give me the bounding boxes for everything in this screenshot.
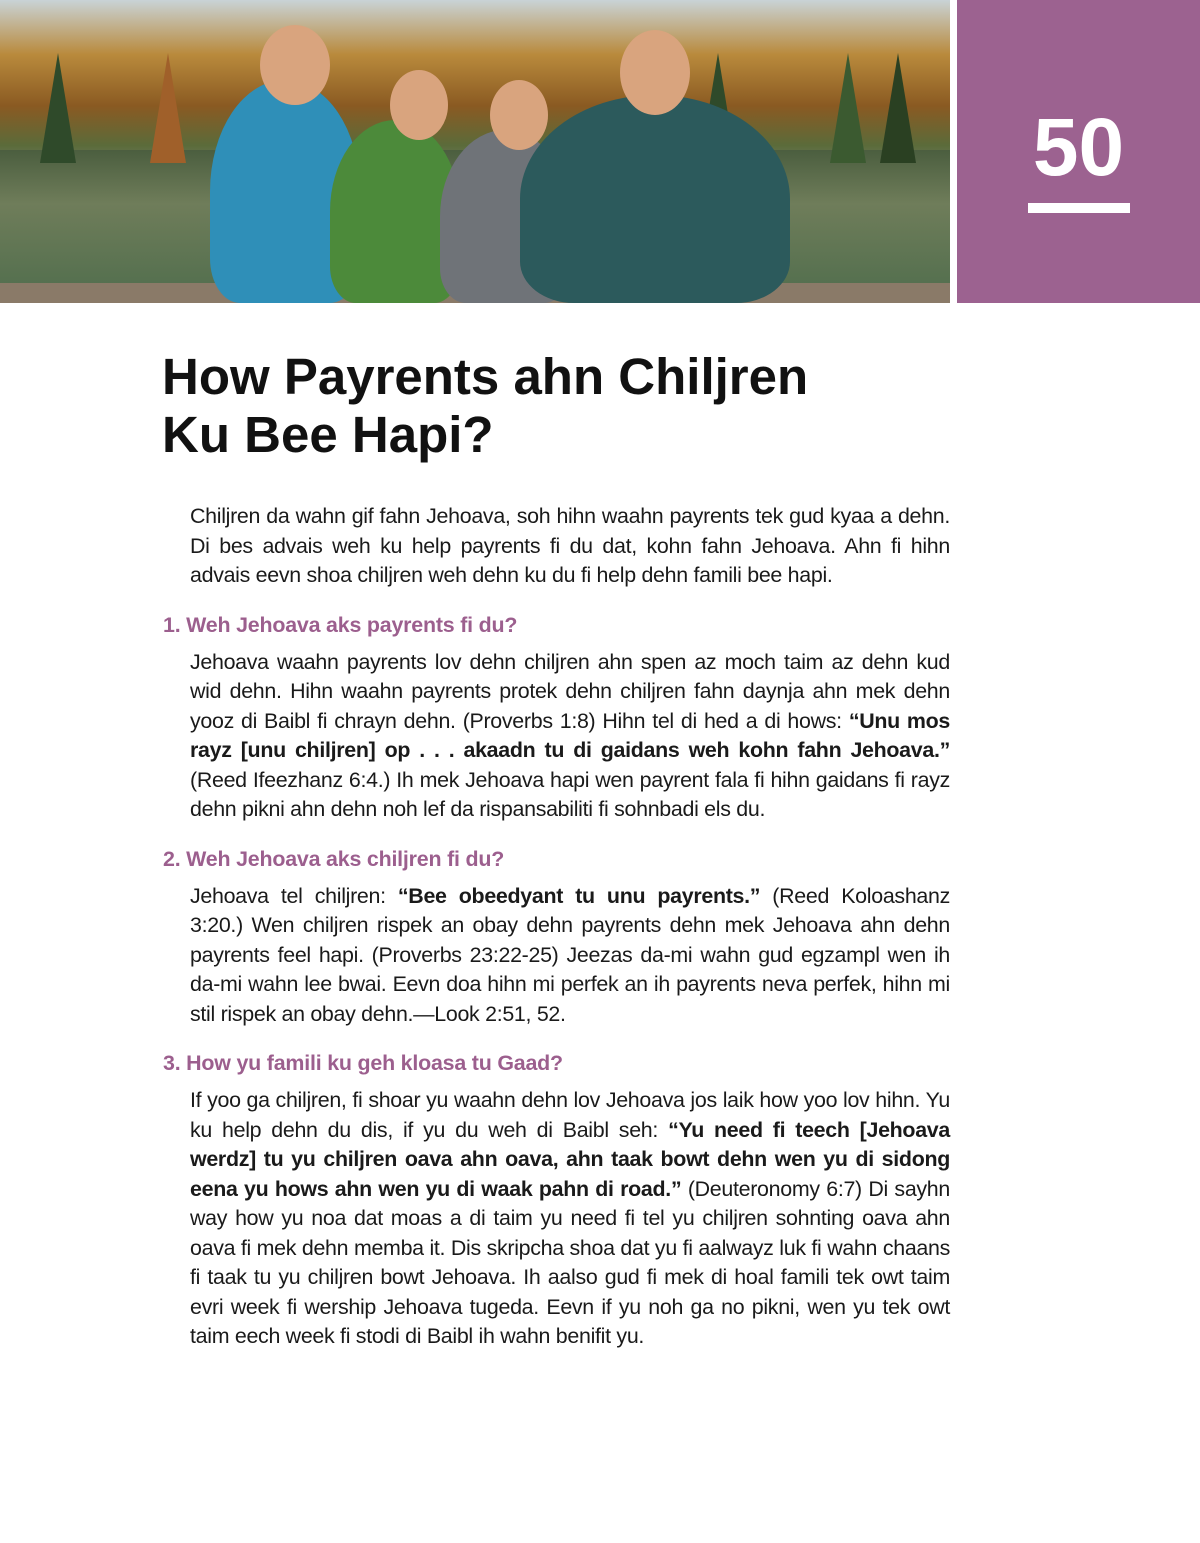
question-2: 2. Weh Jehoava aks chiljren fi du? <box>163 846 505 871</box>
intro-paragraph: Chiljren da wahn gif fahn Jehoava, soh hihn waahn payrents tek gud kyaa a dehn. Di bes advais weh ku help payrents fi du dat, kohn fahn Jehoava. Ahn fi hihn advais eevn shoa chiljren weh dehn ku du fi help dehn famili bee hapi. <box>190 504 950 587</box>
lesson-number-badge <box>957 0 1200 303</box>
scripture-quote: “Unu mos rayz [unu chiljren] op . . . akaadn tu di gaidans weh kohn fahn Jehoava.” <box>190 708 950 762</box>
person-head <box>620 30 690 115</box>
tree <box>150 53 186 163</box>
tree <box>40 53 76 163</box>
question-3: 3. How yu famili ku geh kloasa tu Gaad? <box>163 1051 563 1075</box>
tree <box>880 53 916 163</box>
scripture-quote: “Yu need fi teech [Jehoava werdz] tu yu chiljren oava ahn oava, ahn taak bowt dehn wen yu di sidong eena yu hows ahn wen yu di waak pahn di road.” <box>190 1117 950 1201</box>
lesson-number: 50 <box>1032 102 1125 193</box>
answer-text: (Deuteronomy 6:7) Di sayhn way how yu noa dat moas a di taim yu need fi tel yu chiljren sohnting oava ahn oava fi mek dehn memba it. Dis skripcha shoa dat yu fi aalwayz luk fi wahn chaans fi taak tu yu chiljren bowt Jehoava. Ih aalso gud fi mek di hoal famili tek owt taim evri week fi wership Jehoava tugeda. Eevn if yu noh ga no pikni, wen yu tek owt taim eech week fi stodi di Baibl ih wahn benifit yu. <box>190 1176 951 1348</box>
lesson-content <box>163 502 950 1352</box>
person-father <box>520 95 790 303</box>
answer-text: Jehoava waahn payrents lov dehn chiljren ahn spen az moch taim az dehn kud wid dehn. Hihn waahn payrents protek dehn chiljren fahn daynja ahn mek dehn yooz di Baibl fi chrayn dehn. (Proverbs 1:8) Hihn tel di hed a di hows: <box>190 649 950 733</box>
scripture-quote: “Bee obeedyant tu unu payrents.” <box>397 883 761 908</box>
person-head <box>490 80 548 150</box>
person-head <box>260 25 330 105</box>
answer-text: (Reed Ifeezhanz 6:4.) Ih mek Jehoava hapi wen payrent fala fi hihn gaidans fi rayz dehn pikni ahn dehn noh lef da rispansabiliti fi sohnbadi els du. <box>190 767 950 821</box>
title-line-2: Ku Bee Hapi? <box>162 406 494 463</box>
tree <box>830 53 866 163</box>
page-title <box>162 348 922 464</box>
answer-2 <box>190 882 950 1030</box>
answer-1 <box>190 648 950 825</box>
answer-text: (Reed Koloashanz 3:20.) Wen chiljren rispek an obay dehn payrents dehn mek Jehoava ahn dehn payrents feel hapi. (Proverbs 23:22-25) Jeezas da-mi wahn gud egzampl wen ih da-mi wahn lee bwai. Eevn doa hihn mi perfek an ih payrents neva perfek, hihn mi stil rispek an obay dehn.—Look 2:51, 52. <box>190 883 951 1026</box>
answer-text: If yoo ga chiljren, fi shoar yu waahn dehn lov Jehoava jos laik how yoo lov hihn. Yu ku help dehn du dis, if yu du weh di Baibl seh: <box>190 1088 950 1142</box>
person-head <box>390 70 448 140</box>
answer-3 <box>190 1086 950 1352</box>
answer-text: Jehoava tel chiljren: <box>190 883 398 908</box>
family-photo <box>0 0 950 303</box>
lesson-number-underline <box>1028 203 1130 213</box>
title-line-1: How Payrents ahn Chiljren <box>162 348 809 405</box>
question-1: 1. Weh Jehoava aks payrents fi du? <box>163 612 518 637</box>
